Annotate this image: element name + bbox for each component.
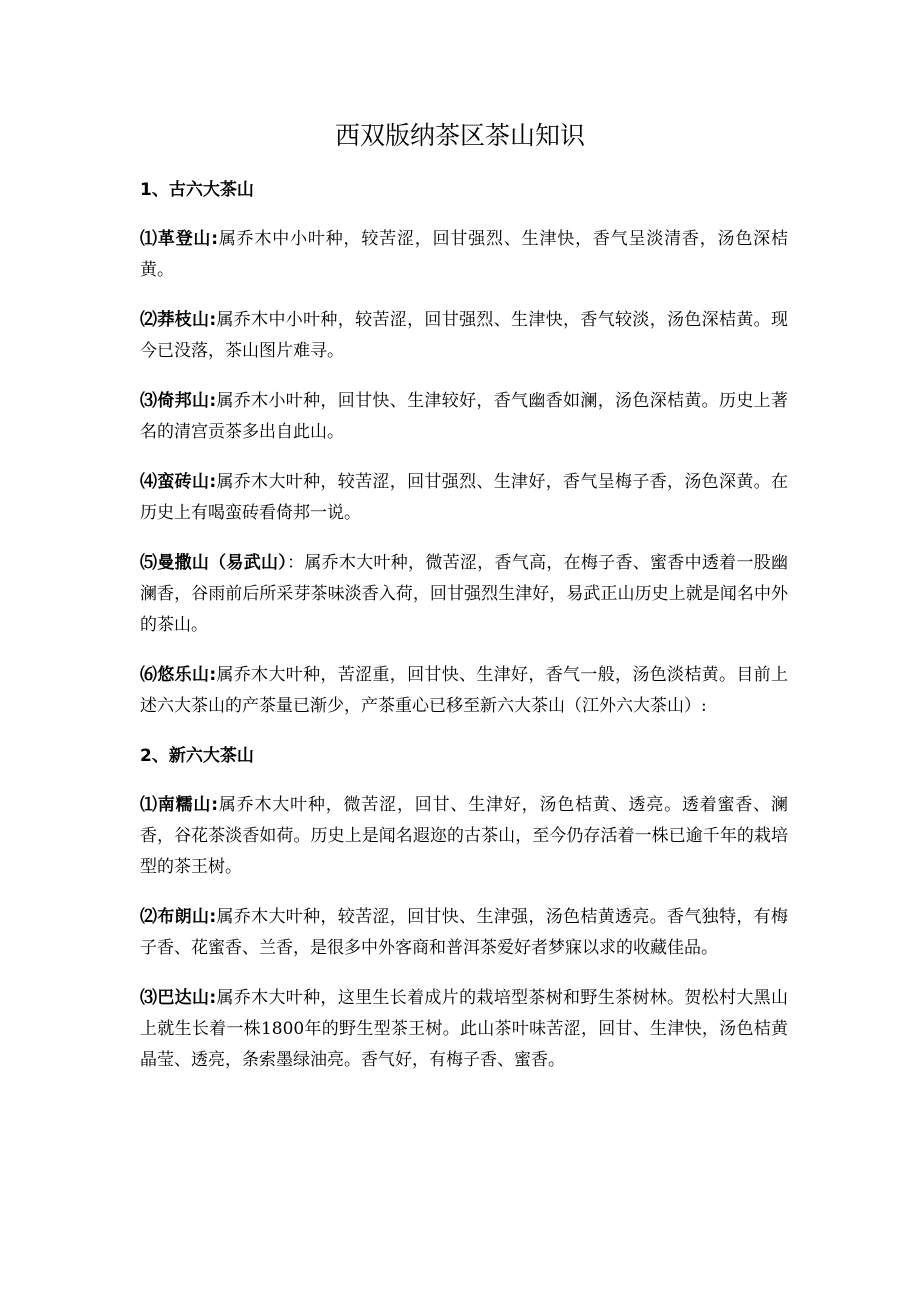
paragraph-text: 属乔木中小叶种，较苦涩，回甘强烈、生津快，香气呈淡清香，汤色深桔黄。 xyxy=(140,229,788,280)
paragraph-label: ⑸曼撒山（易武山） xyxy=(140,553,288,573)
paragraph-text: 属乔木中小叶种，较苦涩，回甘强烈、生津快，香气较淡，汤色深桔黄。现今已没落，茶山图片难寻。 xyxy=(140,310,788,361)
section-heading-ancient-six: 1、古六大茶山 xyxy=(140,180,254,200)
paragraph-label: ⑶巴达山: xyxy=(140,988,217,1008)
paragraph-mansa xyxy=(140,548,788,641)
paragraph-label: ⑵布朗山: xyxy=(140,907,217,927)
paragraph-bulang xyxy=(140,902,788,964)
paragraph-label: ⑵莽枝山: xyxy=(140,310,217,330)
paragraph-text: 属乔木大叶种，苦涩重，回甘快、生津好，香气一般，汤色淡桔黄。目前上述六大茶山的产茶量已渐少，产茶重心已移至新六大茶山（江外六大茶山）: xyxy=(140,665,788,716)
paragraph-manzhuan xyxy=(140,467,788,529)
paragraph-label: ⑴南糯山: xyxy=(140,795,219,815)
paragraph-youle xyxy=(140,660,788,722)
paragraph-text: 属乔木大叶种，较苦涩，回甘强烈、生津好，香气呈梅子香，汤色深黄。在历史上有喝蛮砖看倚邦一说。 xyxy=(140,472,788,523)
paragraph-text: 属乔木大叶种，较苦涩，回甘快、生津强，汤色桔黄透亮。香气独特，有梅子香、花蜜香、兰香，是很多中外客商和普洱茶爱好者梦寐以求的收藏佳品。 xyxy=(140,907,788,958)
document-body xyxy=(140,175,788,1095)
paragraph-nannuo xyxy=(140,790,788,883)
paragraph-text: 属乔木小叶种，回甘快、生津较好，香气幽香如澜，汤色深桔黄。历史上著名的清宫贡茶多出自此山。 xyxy=(140,391,788,442)
section-heading-new-six: 2、新六大茶山 xyxy=(140,746,254,766)
paragraph-label: ⑶倚邦山: xyxy=(140,391,217,411)
paragraph-mangzhi xyxy=(140,305,788,367)
page-title: 西双版纳茶区茶山知识 xyxy=(334,121,585,150)
paragraph-label: ⑷蛮砖山: xyxy=(140,472,217,492)
paragraph-bada xyxy=(140,983,788,1076)
paragraph-text: ：属乔木大叶种，微苦涩，香气高，在梅子香、蜜香中透着一股幽澜香，谷雨前后所采芽茶味淡香入荷，回甘强烈生津好，易武正山历史上就是闻名中外的茶山。 xyxy=(140,553,789,635)
paragraph-label: ⑹悠乐山: xyxy=(140,665,217,685)
paragraph-text: 属乔木大叶种，微苦涩，回甘、生津好，汤色桔黄、透亮。透着蜜香、澜香，谷花茶淡香如荷。历史上是闻名遐迩的古茶山，至今仍存活着一株已逾千年的栽培型的茶王树。 xyxy=(140,795,788,877)
paragraph-yibang xyxy=(140,386,788,448)
paragraph-text: 属乔木大叶种，这里生长着成片的栽培型茶树和野生茶树林。贺松村大黑山上就生长着一株1800年的野生型茶王树。此山茶叶味苦涩，回甘、生津快，汤色桔黄晶莹、透亮，条索墨绿油亮。香气好，有梅子香、蜜香。 xyxy=(140,988,788,1070)
paragraph-label: ⑴革登山: xyxy=(140,229,219,249)
paragraph-gedeng xyxy=(140,224,788,286)
